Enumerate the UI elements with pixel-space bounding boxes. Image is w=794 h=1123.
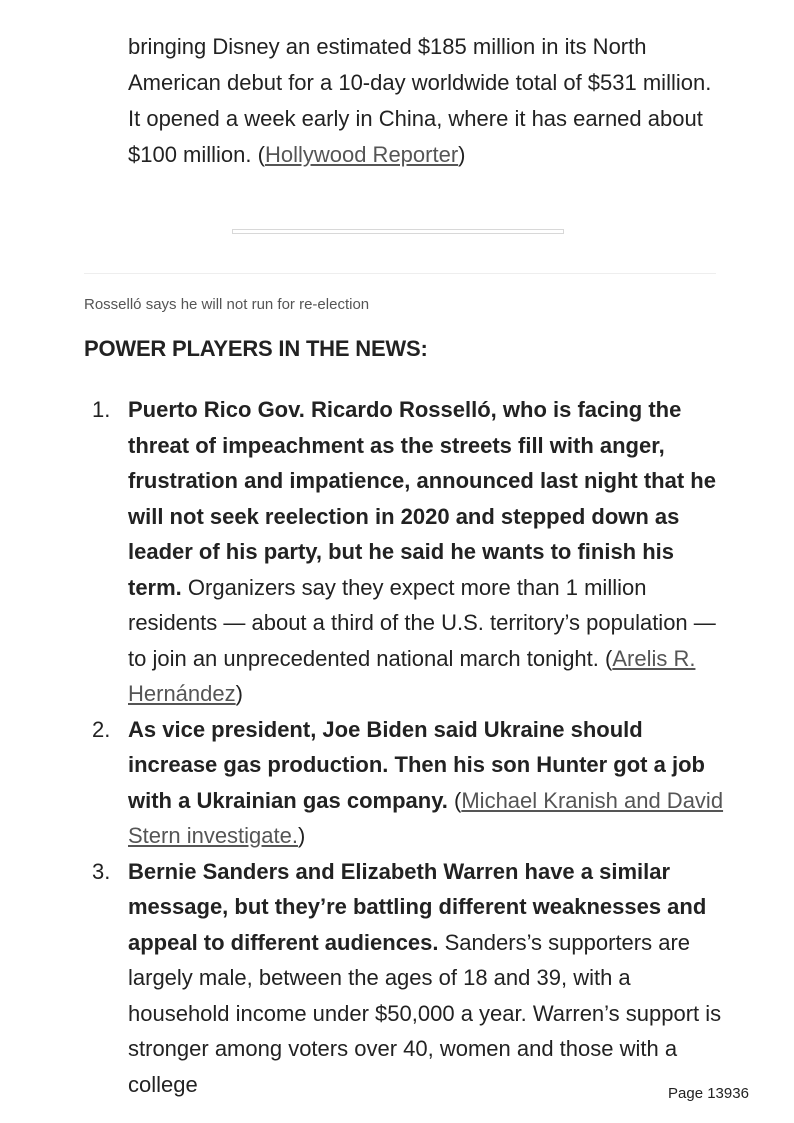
item-body: Organizers say they expect more than 1 million residents — about a third of the U.S. territory’s population — to join an unprecedented national march tonight. ( — [128, 574, 716, 671]
news-item-3 — [92, 854, 728, 1103]
image-placeholder — [232, 229, 564, 234]
intro-close-paren: ) — [458, 142, 466, 167]
page-number: Page 13936 — [668, 1085, 749, 1102]
item-headline: As vice president, Joe Biden said Ukraine should increase gas production. Then his son Hunter got a job with a Ukrainian gas company. — [128, 716, 705, 813]
item-close-paren: ) — [297, 823, 306, 848]
news-item-2 — [92, 712, 728, 854]
item-close-paren: ) — [235, 681, 243, 706]
section-divider — [84, 273, 716, 274]
item-body: ( — [447, 787, 462, 813]
kranish-stern-link[interactable]: Michael Kranish and David Stern investigate. — [128, 787, 724, 848]
hollywood-reporter-link[interactable]: Hollywood Reporter — [264, 142, 459, 167]
news-item-1 — [92, 392, 728, 712]
intro-text: bringing Disney an estimated $185 million in its North American debut for a 10-day worldwide total of $531 million. It opened a week early in China, where it has earned about $100 million. ( — [128, 34, 712, 167]
item-headline: Bernie Sanders and Elizabeth Warren have a similar message, but they’re battling different weaknesses and appeal to different audiences. — [128, 858, 707, 955]
image-caption: Rosselló says he will not run for re-election — [84, 296, 370, 313]
item-number: 2. — [92, 716, 111, 742]
intro-paragraph — [128, 29, 728, 173]
arelis-hernandez-link[interactable]: Arelis R. Hernández — [128, 645, 696, 706]
item-number: 3. — [92, 858, 111, 884]
item-number: 1. — [92, 397, 111, 422]
item-headline: Puerto Rico Gov. Ricardo Rosselló, who is facing the threat of impeachment as the streets fill with anger, frustration and impatience, announced last night that he will not seek reelection in 2020 and stepped down as leader of his party, but he said he wants to finish his term. — [128, 397, 716, 600]
item-body: Sanders’s supporters are largely male, between the ages of 18 and 39, with a household income under $50,000 a year. Warren’s support is stronger among voters over 40, women and those with a college — [128, 929, 722, 1097]
section-heading: POWER PLAYERS IN THE NEWS: — [84, 336, 428, 361]
